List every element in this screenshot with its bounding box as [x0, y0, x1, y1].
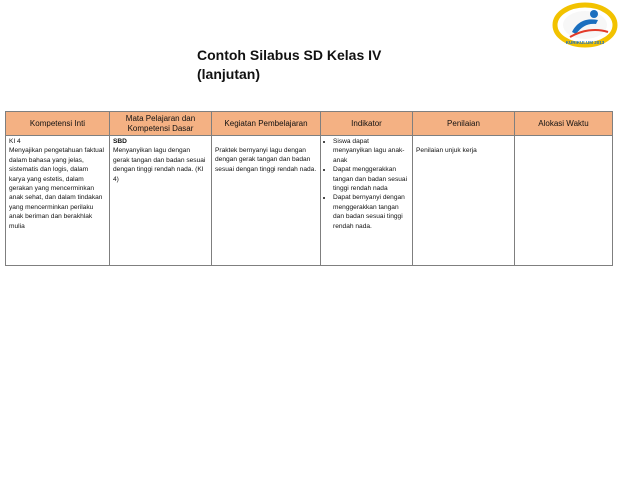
cell-kompetensi-inti [6, 136, 110, 266]
list-item: • Dapat menggerakkan tangan dan badan sesuai tinggi rendah nada [333, 165, 409, 193]
logo-graphic-icon [552, 2, 618, 48]
cell-penilaian [413, 136, 515, 266]
syllabus-table [5, 111, 613, 266]
column-header: Kompetensi Inti [6, 112, 110, 136]
list-item: • Dapat bernyanyi dengan menggerakkan tangan dan badan sesuai tinggi rendah nada. [333, 193, 409, 231]
column-header: Indikator [321, 112, 413, 136]
mapel-code: SBD [113, 138, 127, 145]
ki-text: Menyajikan pengetahuan faktual dalam bahasa yang jelas, sistematis dan logis, dalam karya yang estetis, dalam gerakan yang mencerminkan anak sehat, dan dalam tindakan yang mencerminkan perilaku anak beriman dan berakhlak mulia [9, 147, 104, 230]
list-item: • Siswa dapat menyanyikan lagu anak-anak [333, 137, 409, 165]
title-line-2: (lanjutan) [197, 66, 260, 82]
column-header: Penilaian [413, 112, 515, 136]
ki-code: KI 4 [9, 138, 21, 145]
logo-text: KURIKULUM 2013 [565, 40, 605, 45]
cell-alokasi-waktu [515, 136, 613, 266]
indikator-list [324, 137, 409, 231]
kurikulum-2013-logo [552, 2, 618, 48]
kegiatan-text: Praktek bernyanyi lagu dengan dengan gerak tangan dan badan sesuai dengan tinggi rendah nada. [215, 147, 317, 173]
cell-mata-pelajaran [110, 136, 212, 266]
mapel-text: Menyanyikan lagu dengan gerak tangan dan badan sesuai dengan tinggi rendah nada. (KI 4) [113, 147, 206, 183]
column-header: Kegiatan Pembelajaran [212, 112, 321, 136]
column-header: Mata Pelajaran dan Kompetensi Dasar [110, 112, 212, 136]
title-line-1: Contoh Silabus SD Kelas IV [197, 47, 382, 63]
column-header: Alokasi Waktu [515, 112, 613, 136]
penilaian-text: Penilaian unjuk kerja [416, 147, 477, 154]
cell-kegiatan [212, 136, 321, 266]
table-header-row [6, 112, 613, 136]
table-row [6, 136, 613, 266]
cell-indikator [321, 136, 413, 266]
page-title [197, 46, 381, 84]
